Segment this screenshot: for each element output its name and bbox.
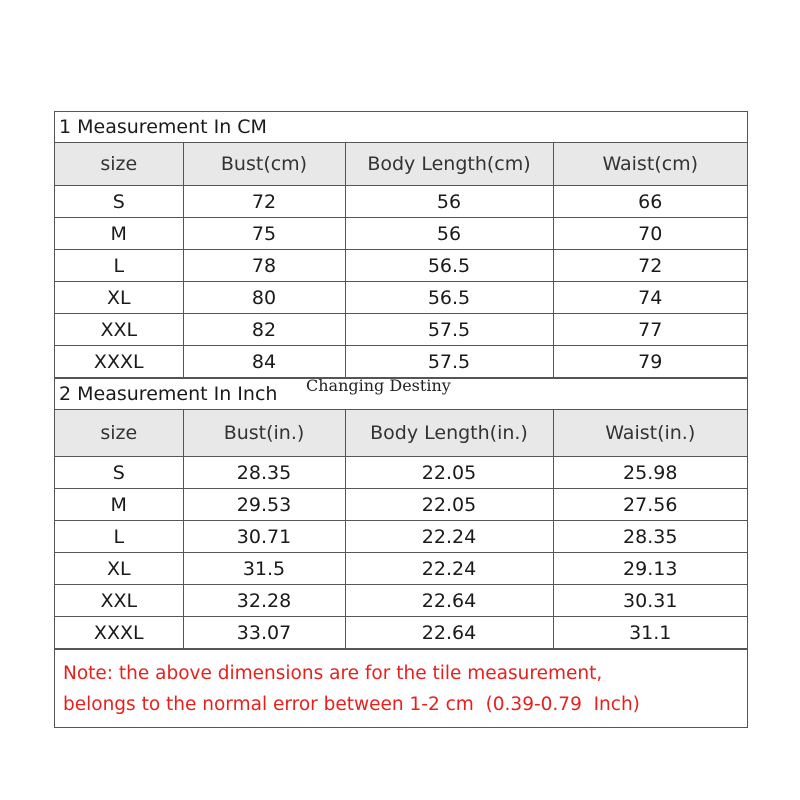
cell-size: S — [55, 186, 183, 218]
cell-waist: 27.56 — [553, 489, 747, 521]
cell-size: XXXL — [55, 346, 183, 378]
header-body-length: Body Length(in.) — [345, 410, 553, 457]
cell-bust: 78 — [183, 250, 345, 282]
cell-body-length: 57.5 — [345, 346, 553, 378]
cell-waist: 66 — [553, 186, 747, 218]
cell-waist: 28.35 — [553, 521, 747, 553]
cell-size: L — [55, 250, 183, 282]
cell-bust: 31.5 — [183, 553, 345, 585]
table-cm — [55, 143, 747, 378]
note-line-2: belongs to the normal error between 1-2 cm (0.39-0.79 Inch) — [63, 694, 640, 715]
cell-body-length: 56.5 — [345, 282, 553, 314]
header-body-length: Body Length(cm) — [345, 143, 553, 186]
cell-body-length: 56.5 — [345, 250, 553, 282]
cell-bust: 84 — [183, 346, 345, 378]
cell-size: L — [55, 521, 183, 553]
header-waist: Waist(in.) — [553, 410, 747, 457]
table-row — [55, 553, 747, 585]
cell-body-length: 22.24 — [345, 521, 553, 553]
header-size: size — [55, 410, 183, 457]
cell-waist: 25.98 — [553, 457, 747, 489]
table-row — [55, 218, 747, 250]
size-chart — [54, 111, 748, 728]
table-row — [55, 489, 747, 521]
cell-body-length: 56 — [345, 186, 553, 218]
table-row — [55, 314, 747, 346]
watermark-text: Changing Destiny — [306, 376, 451, 395]
table-row — [55, 186, 747, 218]
cell-body-length: 22.05 — [345, 489, 553, 521]
cell-body-length: 22.64 — [345, 585, 553, 617]
table-row — [55, 585, 747, 617]
cell-bust: 80 — [183, 282, 345, 314]
table-row — [55, 521, 747, 553]
cell-body-length: 22.24 — [345, 553, 553, 585]
note-line-1: Note: the above dimensions are for the tile measurement, — [63, 663, 603, 684]
header-size: size — [55, 143, 183, 186]
table-row — [55, 250, 747, 282]
cell-body-length: 22.05 — [345, 457, 553, 489]
header-bust: Bust(in.) — [183, 410, 345, 457]
cell-size: M — [55, 489, 183, 521]
table-row — [55, 282, 747, 314]
header-waist: Waist(cm) — [553, 143, 747, 186]
cell-waist: 77 — [553, 314, 747, 346]
header-bust: Bust(cm) — [183, 143, 345, 186]
cell-bust: 28.35 — [183, 457, 345, 489]
cell-bust: 30.71 — [183, 521, 345, 553]
cell-waist: 30.31 — [553, 585, 747, 617]
cell-bust: 33.07 — [183, 617, 345, 649]
table-row — [55, 346, 747, 378]
cell-waist: 31.1 — [553, 617, 747, 649]
cell-waist: 29.13 — [553, 553, 747, 585]
cell-size: XL — [55, 553, 183, 585]
cell-bust: 82 — [183, 314, 345, 346]
cell-size: M — [55, 218, 183, 250]
cell-waist: 79 — [553, 346, 747, 378]
cell-waist: 74 — [553, 282, 747, 314]
cell-size: XXL — [55, 585, 183, 617]
cell-body-length: 56 — [345, 218, 553, 250]
section-title-inch: 2 Measurement In Inch — [55, 378, 747, 410]
cell-waist: 72 — [553, 250, 747, 282]
cell-waist: 70 — [553, 218, 747, 250]
cell-bust: 72 — [183, 186, 345, 218]
cell-bust: 29.53 — [183, 489, 345, 521]
table-row — [55, 617, 747, 649]
table-row — [55, 457, 747, 489]
cell-size: XL — [55, 282, 183, 314]
cell-body-length: 57.5 — [345, 314, 553, 346]
table-header-row — [55, 410, 747, 457]
table-header-row — [55, 143, 747, 186]
table-inch — [55, 410, 747, 649]
measurement-note — [55, 649, 747, 720]
cell-bust: 32.28 — [183, 585, 345, 617]
section-title-cm: 1 Measurement In CM — [55, 112, 747, 143]
cell-bust: 75 — [183, 218, 345, 250]
cell-size: S — [55, 457, 183, 489]
cell-body-length: 22.64 — [345, 617, 553, 649]
cell-size: XXL — [55, 314, 183, 346]
cell-size: XXXL — [55, 617, 183, 649]
